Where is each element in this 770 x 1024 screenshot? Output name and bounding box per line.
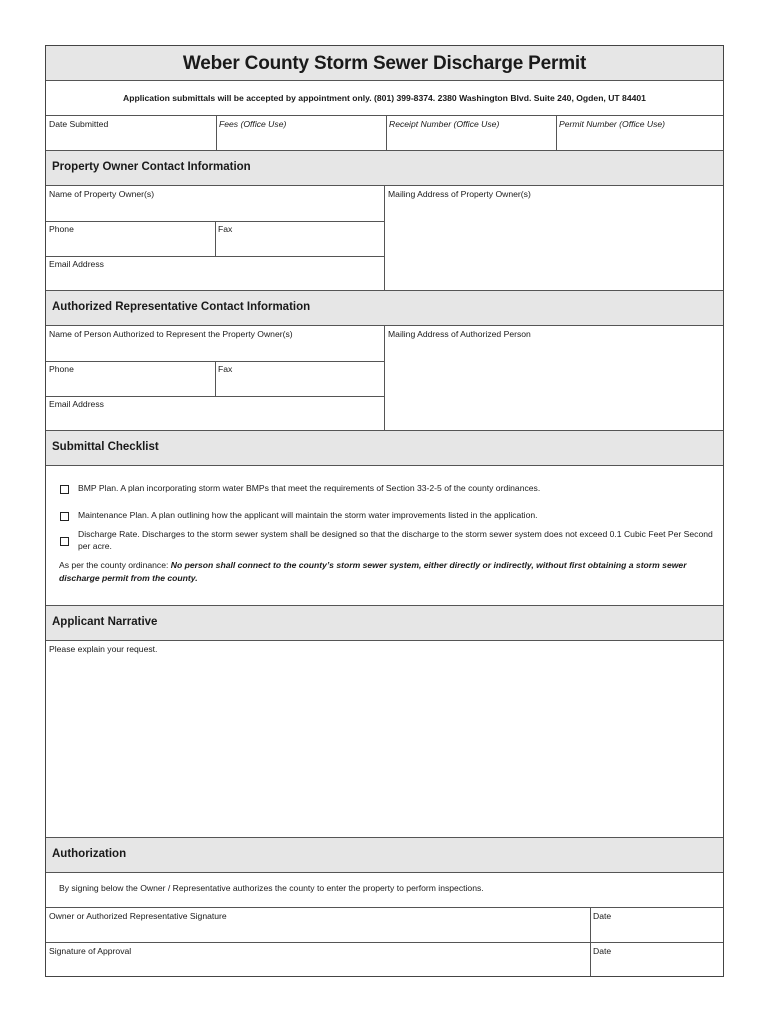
owner-signature-label: Owner or Authorized Representative Signature <box>49 911 227 921</box>
maintenance-plan-checkbox[interactable] <box>60 512 69 521</box>
rep-mailing-label: Mailing Address of Authorized Person <box>388 329 531 339</box>
permit-form <box>45 45 724 977</box>
narrative-prompt: Please explain your request. <box>49 644 158 654</box>
date-label-2: Date <box>593 946 612 956</box>
owner-signature-field[interactable] <box>46 908 590 943</box>
permit-number-field[interactable] <box>556 116 723 151</box>
rep-email-field[interactable] <box>46 396 384 431</box>
owner-email-field[interactable] <box>46 256 384 291</box>
authorization-statement: By signing below the Owner / Representative authorizes the county to enter the property to perform inspections. <box>59 883 484 893</box>
ordinance-note-prefix: As per the county ordinance: <box>59 560 171 570</box>
date-field-2[interactable] <box>590 943 723 976</box>
rep-phone-field[interactable] <box>46 361 215 396</box>
owner-phone-label: Phone <box>49 224 74 234</box>
ordinance-note-bold: No person shall connect to the county’s storm sewer system, either directly or indirectly, without first obtaining a storm sewer discharge permit from the county. <box>59 560 687 583</box>
fees-label: Fees (Office Use) <box>219 119 287 129</box>
owner-mailing-label: Mailing Address of Property Owner(s) <box>388 189 531 199</box>
owner-fax-label: Fax <box>218 224 233 234</box>
date-label-1: Date <box>593 911 612 921</box>
owner-phone-field[interactable] <box>46 221 215 256</box>
rep-email-label: Email Address <box>49 399 104 409</box>
checklist-heading: Submittal Checklist <box>46 431 723 466</box>
owner-name-label: Name of Property Owner(s) <box>49 189 155 199</box>
permit-number-label: Permit Number (Office Use) <box>559 119 666 129</box>
owner-fax-field[interactable] <box>215 221 384 256</box>
rep-name-field[interactable] <box>46 326 384 361</box>
owner-email-label: Email Address <box>49 259 104 269</box>
approval-signature-field[interactable] <box>46 943 590 976</box>
checklist-body <box>46 466 723 606</box>
owner-signature-row <box>46 908 723 943</box>
approval-signature-label: Signature of Approval <box>49 946 132 956</box>
divider <box>384 326 385 431</box>
ordinance-note <box>59 559 719 585</box>
checklist-item-bmp: BMP Plan. A plan incorporating storm water BMPs that meet the requirements of Section 33-2-5 of the county ordinances. <box>78 483 541 493</box>
approval-signature-row <box>46 943 723 976</box>
form-subtitle: Application submittals will be accepted by appointment only. (801) 399-8374. 2380 Washington Blvd. Suite 240, Ogden, UT 84401 <box>46 81 723 116</box>
owner-name-field[interactable] <box>46 186 384 221</box>
narrative-heading: Applicant Narrative <box>46 606 723 641</box>
checklist-item-maintenance: Maintenance Plan. A plan outlining how the applicant will maintain the storm water improvements listed in the application. <box>78 510 538 520</box>
owner-mailing-field[interactable] <box>385 186 723 291</box>
discharge-rate-checkbox[interactable] <box>60 537 69 546</box>
date-submitted-label: Date Submitted <box>49 119 109 129</box>
rep-name-label: Name of Person Authorized to Represent the Property Owner(s) <box>49 329 293 339</box>
authorization-heading: Authorization <box>46 838 723 873</box>
fees-field[interactable] <box>216 116 386 151</box>
rep-phone-label: Phone <box>49 364 74 374</box>
date-field-1[interactable] <box>590 908 723 943</box>
narrative-field[interactable] <box>46 641 723 838</box>
receipt-number-label: Receipt Number (Office Use) <box>389 119 500 129</box>
date-submitted-field[interactable] <box>46 116 216 151</box>
authorization-statement-row <box>46 873 723 908</box>
receipt-number-field[interactable] <box>386 116 556 151</box>
rep-mailing-field[interactable] <box>385 326 723 431</box>
form-title: Weber County Storm Sewer Discharge Permit <box>46 46 723 81</box>
rep-fax-field[interactable] <box>215 361 384 396</box>
checklist-item-discharge: Discharge Rate. Discharges to the storm sewer system shall be designed so that the discharge to the storm sewer system does not exceed 0.1 Cubic Feet Per Second per acre. <box>78 529 713 551</box>
rep-section-heading: Authorized Representative Contact Information <box>46 291 723 326</box>
office-use-row <box>46 116 723 151</box>
owner-section-body <box>46 186 723 291</box>
bmp-plan-checkbox[interactable] <box>60 485 69 494</box>
divider <box>384 186 385 291</box>
rep-fax-label: Fax <box>218 364 233 374</box>
owner-section-heading: Property Owner Contact Information <box>46 151 723 186</box>
rep-section-body <box>46 326 723 431</box>
